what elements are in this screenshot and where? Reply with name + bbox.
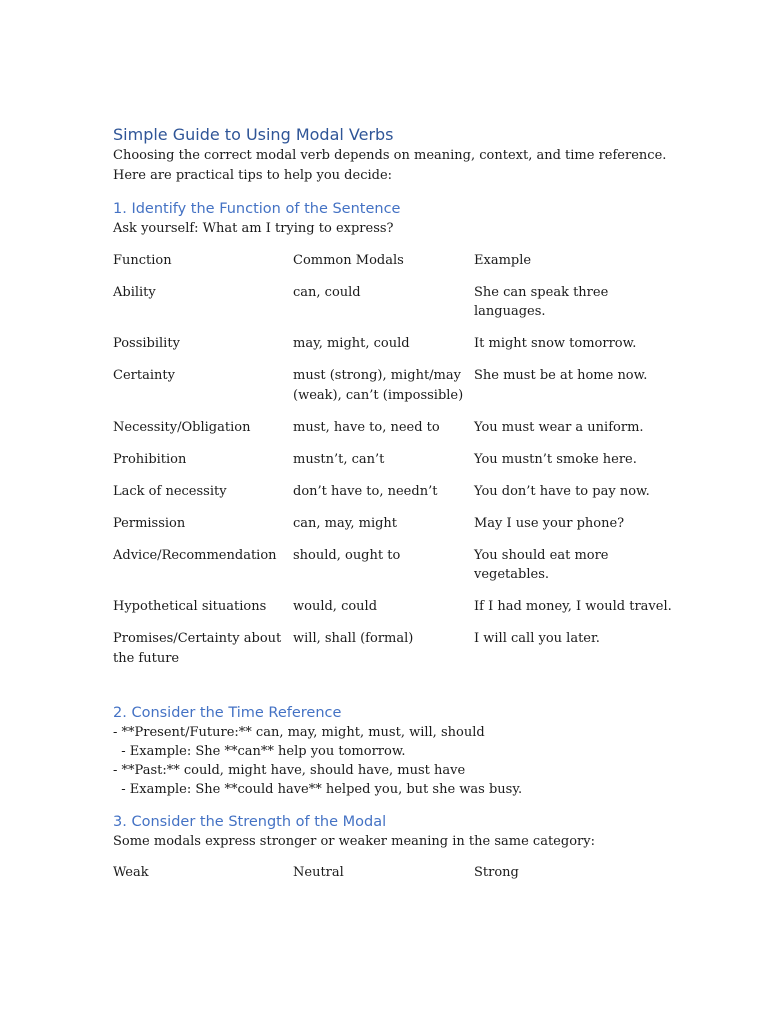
- section-2-heading: 2. Consider the Time Reference: [113, 704, 342, 721]
- cell-example: You should eat more vegetables.: [474, 547, 609, 582]
- section-1-prompt: Ask yourself: What am I trying to express?: [113, 221, 394, 236]
- column-header-example: Example: [474, 252, 532, 268]
- table-row: [113, 546, 673, 598]
- table-row: [113, 283, 673, 335]
- section-3-description: Some modals express stronger or weaker meaning in the same category:: [113, 833, 595, 849]
- cell-example: She can speak three languages.: [474, 284, 609, 319]
- cell-example: You mustn’t smoke here.: [474, 451, 637, 467]
- document-title: Simple Guide to Using Modal Verbs: [113, 125, 394, 144]
- section-3-heading: 3. Consider the Strength of the Modal: [113, 813, 387, 830]
- table-header-row: [113, 251, 673, 283]
- cell-function: Advice/Recommendation: [113, 547, 277, 563]
- cell-function: Possibility: [113, 336, 180, 351]
- table-row: [113, 482, 673, 514]
- table-row: [113, 334, 673, 366]
- table-row: [113, 629, 673, 681]
- list-item: - **Past:** could, might have, should have, must have: [113, 763, 466, 779]
- column-header-modals: Common Modals: [293, 252, 404, 268]
- column-header-weak: Weak: [113, 865, 149, 881]
- cell-modals: can, could: [293, 284, 361, 300]
- document-page: [113, 124, 673, 883]
- cell-function: Necessity/Obligation: [113, 419, 251, 435]
- time-reference-list: [113, 723, 673, 800]
- cell-function: Ability: [113, 284, 156, 300]
- cell-example: She must be at home now.: [474, 368, 648, 383]
- column-header-strong: Strong: [474, 865, 519, 881]
- cell-modals: would, could: [293, 599, 378, 614]
- section-1-heading: 1. Identify the Function of the Sentence: [113, 201, 401, 217]
- cell-modals: mustn’t, can’t: [293, 451, 385, 467]
- modal-strength-table: [113, 863, 673, 883]
- cell-example: It might snow tomorrow.: [474, 336, 637, 351]
- intro-paragraph: Choosing the correct modal verb depends on meaning, context, and time reference. Here are practical tips to help you decide:: [113, 148, 667, 183]
- cell-modals: must (strong), might/may (weak), can’t (impossible): [293, 368, 464, 403]
- cell-example: If I had money, I would travel.: [474, 599, 672, 614]
- cell-modals: may, might, could: [293, 336, 410, 351]
- cell-example: You must wear a uniform.: [474, 419, 644, 435]
- table-row: [113, 514, 673, 546]
- list-item: - **Present/Future:** can, may, might, must, will, should: [113, 724, 485, 740]
- modal-functions-table: [113, 251, 673, 681]
- cell-function: Hypothetical situations: [113, 599, 267, 614]
- column-header-function: Function: [113, 252, 172, 268]
- cell-example: You don’t have to pay now.: [474, 483, 650, 499]
- table-row: [113, 450, 673, 482]
- cell-example: I will call you later.: [474, 631, 600, 646]
- cell-function: Lack of necessity: [113, 483, 227, 499]
- table-row: [113, 597, 673, 629]
- cell-modals: should, ought to: [293, 547, 401, 563]
- cell-modals: must, have to, need to: [293, 419, 440, 435]
- cell-modals: will, shall (formal): [293, 631, 414, 646]
- table-row: [113, 366, 673, 418]
- column-header-neutral: Neutral: [293, 865, 344, 881]
- list-item: - Example: She **could have** helped you, but she was busy.: [113, 782, 523, 798]
- cell-function: Prohibition: [113, 451, 187, 467]
- cell-modals: can, may, might: [293, 515, 398, 531]
- cell-function: Promises/Certainty about the future: [113, 631, 282, 666]
- table-row: [113, 418, 673, 450]
- cell-function: Certainty: [113, 368, 175, 383]
- cell-example: May I use your phone?: [474, 515, 625, 531]
- list-item: - Example: She **can** help you tomorrow.: [113, 743, 406, 759]
- table-header-row: [113, 863, 673, 883]
- cell-modals: don’t have to, needn’t: [293, 483, 438, 499]
- cell-function: Permission: [113, 515, 186, 531]
